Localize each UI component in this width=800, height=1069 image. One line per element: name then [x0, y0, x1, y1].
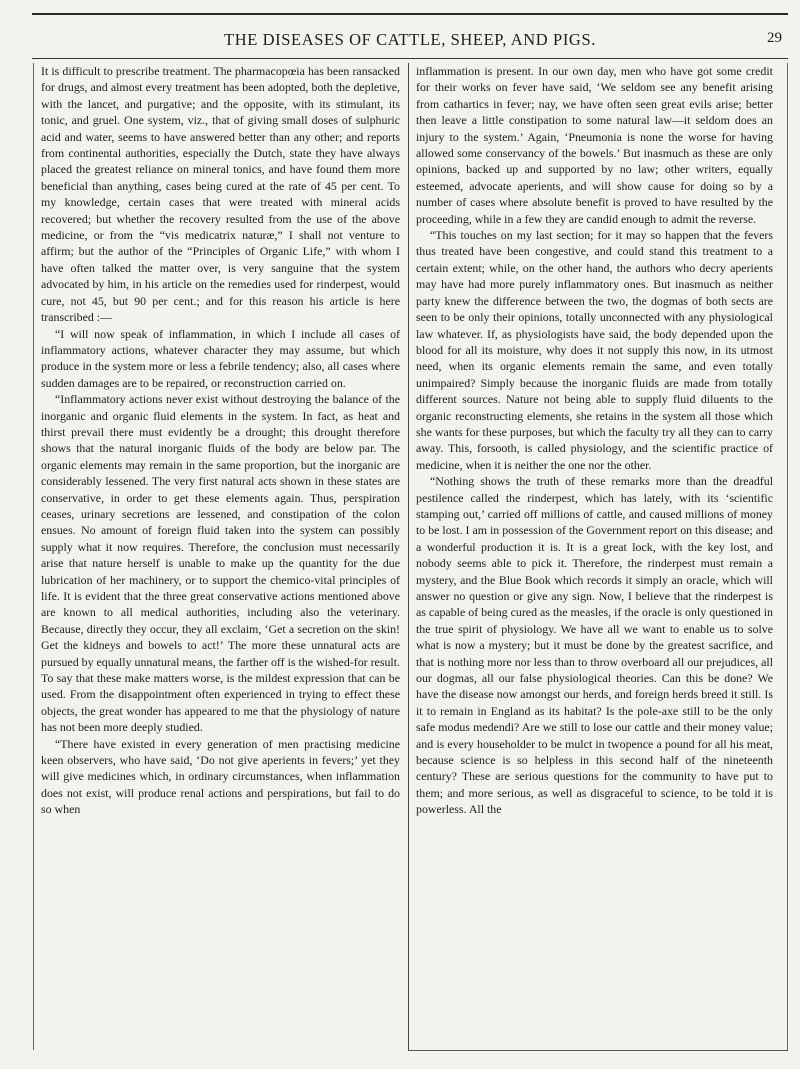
paragraph: inflammation is present. In our own day, men who have got some credit for their works on fever have said, ‘We seldom see any benefit arising from cathartics in fever; nay, we have often seen great evils arise; better then leave a little constipation to some natural law—it seldom does an injury to the system.’ Again, ‘Pneumonia is none the worse for having allowed some conservancy of the bowels.’ But inasmuch as these are only opinions, backed up and supported by no law; other writers, equally esteemed, advocate aperients, and will show cause for doing so by a number of cases where absolute benefit is proved to have resulted by the proceeding, while in a few they are candid enough to admit the reverse. [416, 64, 773, 226]
column-divider [408, 63, 409, 1050]
page-number: 29 [767, 30, 782, 46]
paragraph: “This touches on my last section; for it may so happen that the fevers thus treated have been congestive, and could stand this treatment to a certain extent; while, on the other hand, the authors who decry aperients may have had more purely inflammatory ones. But inasmuch as neither party knew the difference between the two, the dogmas of both sects are seen to be only their opinions, totally unconnected with any physiological law whatever. If, as physiologists have said, the body depended upon the blood for all its moisture, why does it not supply this now, in its utmost need, when its organic elements remain the same, and even totally unimpaired? Simply because the inorganic fluids are made from totally different sources. Nature not being able to supply fluid diluents to the organic reconstructing elements, she retains in the system all those which she wants for these purposes, but which the faculty try all they can to carry away. This, forsooth, is called physiology, and the scientific practice of medicine, when it is neither the one nor the other. [416, 228, 773, 472]
header-rule [32, 58, 788, 59]
top-rule [32, 13, 788, 15]
left-margin-rule [33, 63, 34, 1050]
right-column [416, 63, 773, 818]
running-title: THE DISEASES OF CATTLE, SHEEP, AND PIGS. [224, 30, 596, 49]
paragraph: It is difficult to prescribe treatment. The pharmacopœia has been ransacked for drugs, and almost every treatment has been adopted, both the depletive, with the lancet, and purgative; and the opposite, with its stimulant, its tonic, and gruel. One system, viz., that of giving small doses of sulphuric acid and water, seems to have answered better than any other; and reports from continental authorities, especially the Dutch, state they have always placed the greatest reliance on mineral tonics, and have found them more beneficial than anything, cases being cured at the rate of 45 per cent. To my knowledge, certain cases that were treated with mineral acids recovered; but whether the recovery resulted from the use of the above medicine, or from the “vis medicatrix naturæ,” I shall not venture to affirm; but the author of the “Principles of Organic Life,” with whom I have often talked the matter over, is very sanguine that the system advocated by him, in his article on the remedies used for rinderpest, would cure, not 45, but 90 per cent.; and for this reason his article is here transcribed :— [41, 64, 400, 325]
paragraph: “There have existed in every generation of men practising medicine keen observers, who have said, ‘Do not give aperients in fevers;’ yet they will give medicines which, in ordinary circumstances, when inflammation does not exist, will produce renal actions and perspirations, but fail to do so when [41, 736, 400, 817]
bottom-rule [408, 1050, 788, 1051]
page-header [32, 16, 788, 56]
left-column [41, 63, 400, 818]
paragraph: “I will now speak of inflammation, in which I include all cases of inflammatory actions, whatever character they may assume, but which produce in the system more or less a febrile tendency; also, all cases where sudden damages are to be repaired, or reconstruction carried on. [41, 326, 400, 390]
paragraph: “Inflammatory actions never exist without destroying the balance of the inorganic and organic fluid elements in the system. In fact, as heat and thirst prevail there must evidently be a drought; this drought therefore shows that the natural inorganic fluids of the body are below par. The organic elements may remain in the same proportion, but the inorganic are considerably lessened. The very first natural acts shown in these states are conservative, in order to get these elements again. Thus, perspiration ceases, urinary secretions are lessened, and constipation of the colon ensues. No amount of foreign fluid taken into the system can possibly supply what it now requires. Therefore, the conclusion must necessarily arise that nature herself is unable to make up the quantity for the due lubrication of her machinery, or to support the chemico-vital principles of life. It is evident that the three great conservative actions mentioned above are known to all medical authorities, including also the veterinary. Because, directly they occur, they all exclaim, ‘Get a secretion on the skin! Get the kidneys and bowels to act!’ The more these unnatural acts are pursued by equally unnatural means, the farther off is the wished-for result. To say that these make matters worse, is the mildest expression that can be used. From the disappointment often experienced in trying to effect these objects, the great wonder has appeared to me that the physiology of nature has not been more deeply studied. [41, 392, 400, 735]
right-margin-rule [787, 63, 788, 1050]
paragraph: “Nothing shows the truth of these remarks more than the dreadful pestilence called the rinderpest, which has lately, with its ‘scientific stamping out,’ carried off millions of cattle, and caused millions of money to be lost. I am in possession of the Government report on this disease; and a wonderful production it is. It is a great lock, with the key lost, and nobody seems able to pick it. Therefore, the rinderpest must remain a mystery, and the Blue Book which records it simply an oracle, which will answer no question or give any sign. Now, I believe that the rinderpest is as capable of being cured as the measles, if the oracle is only questioned in the true spirit of physiology. We have all we want to enable us to solve what is now a mystery; but it must be done by the greatest sacrifice, and that is nothing more nor less than to throw overboard all our prejudices, all our dogmas, all our false physiological theories. Can this be done? We have the disease now amongst our herds, and foreign herds breed it still. Is it to remain in England as its habitat? Is the pole-axe still to be the only safe modus medendi? Are we still to lose our cattle and their money value; and is every householder to be mulct in twopence a pound for all his meat, because science is so helpless in this second half of the nineteenth century? These are serious questions for the community to have put to them; and more serious, as well as disgraceful to science, to be told it is powerless. All the [416, 474, 773, 817]
